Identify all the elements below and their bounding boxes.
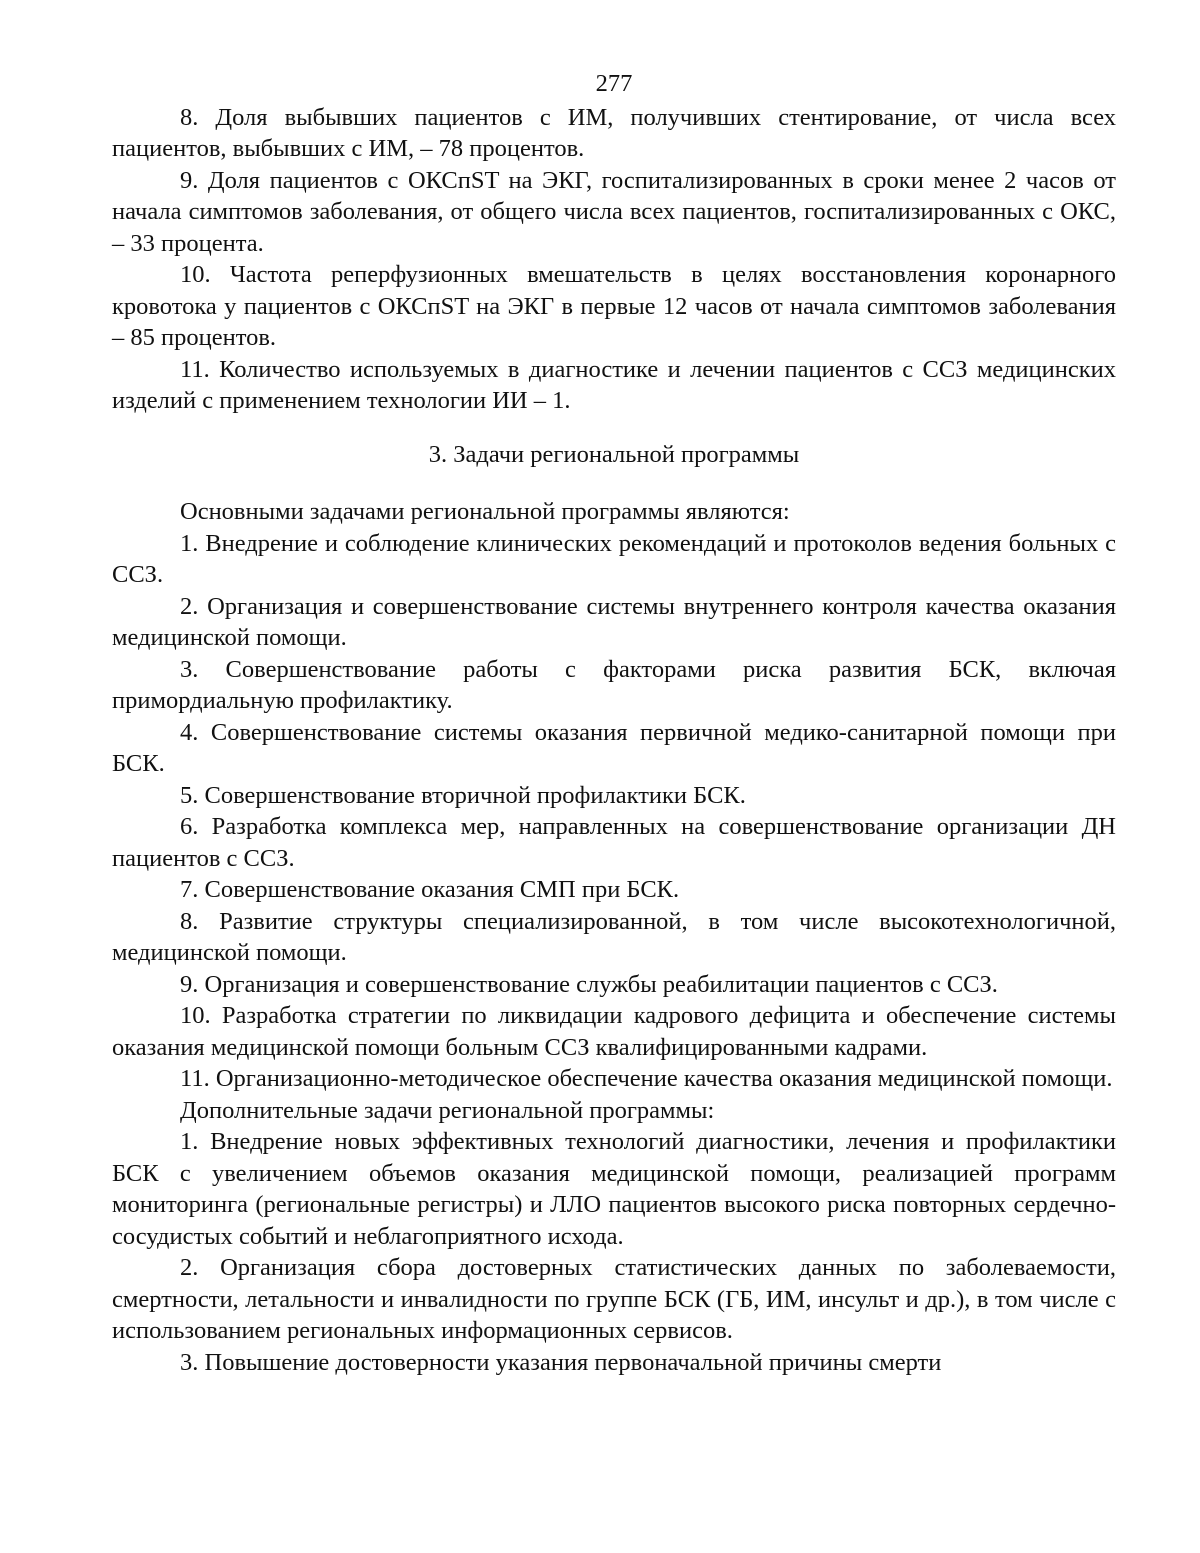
task-item: 2. Организация и совершенствование системы внутреннего контроля качества оказания медицинской помощи. bbox=[112, 592, 1116, 651]
additional-tasks-intro: Дополнительные задачи региональной программы: bbox=[180, 1096, 715, 1124]
indicator-item: 10. Частота реперфузионных вмешательств в целях восстановления коронарного кровотока у пациентов с ОКСпST на ЭКГ в первые 12 часов от начала симптомов заболевания – 85 процентов. bbox=[112, 261, 1116, 351]
indicator-item: 11. Количество используемых в диагностике и лечении пациентов с ССЗ медицинских изделий с применением технологии ИИ – 1. bbox=[112, 355, 1116, 414]
task-item: 1. Внедрение и соблюдение клинических рекомендаций и протоколов ведения больных с ССЗ. bbox=[112, 529, 1116, 588]
document-page bbox=[112, 68, 1116, 1378]
task-item: 11. Организационно-методическое обеспечение качества оказания медицинской помощи. bbox=[180, 1065, 1113, 1092]
task-item: 7. Совершенствование оказания СМП при БСК. bbox=[180, 876, 680, 903]
task-item: 9. Организация и совершенствование службы реабилитации пациентов с ССЗ. bbox=[180, 970, 998, 998]
indicator-item: 8. Доля выбывших пациентов с ИМ, получивших стентирование, от числа всех пациентов, выбывших с ИМ, – 78 процентов. bbox=[112, 103, 1116, 162]
task-item: 3. Совершенствование работы с факторами риска развития БСК, включая примордиальную профилактику. bbox=[112, 655, 1116, 714]
task-item: 4. Совершенствование системы оказания первичной медико-санитарной помощи при БСК. bbox=[112, 718, 1116, 777]
additional-tasks-list bbox=[112, 1126, 1116, 1378]
task-item: 10. Разработка стратегии по ликвидации кадрового дефицита и обеспечение системы оказания медицинской помощи больным ССЗ квалифицированными кадрами. bbox=[112, 1002, 1116, 1061]
additional-task-item: 1. Внедрение новых эффективных технологий диагностики, лечения и профилактики БСК с увеличением объемов оказания медицинской помощи, реализацией программ мониторинга (региональные регистры) и ЛЛО пациентов высокого риска повторных сердечно-сосудистых событий и неблагоприятного исхода. bbox=[112, 1128, 1116, 1250]
section-heading: 3. Задачи региональной программы bbox=[428, 440, 800, 468]
task-item: 8. Развитие структуры специализированной, в том числе высокотехнологичной, медицинской помощи. bbox=[112, 907, 1116, 966]
additional-task-item: 2. Организация сбора достоверных статистических данных по заболеваемости, смертности, летальности и инвалидности по группе БСК (ГБ, ИМ, инсульт и др.), в том числе с использованием региональных информационных сервисов. bbox=[112, 1254, 1116, 1344]
indicators-list bbox=[112, 102, 1116, 417]
main-tasks-intro: Основными задачами региональной программы являются: bbox=[180, 498, 790, 525]
main-tasks-list bbox=[112, 528, 1116, 1095]
task-item: 6. Разработка комплекса мер, направленных на совершенствование организации ДН пациентов с ССЗ. bbox=[112, 813, 1116, 872]
page-number: 277 bbox=[595, 70, 633, 97]
task-item: 5. Совершенствование вторичной профилактики БСК. bbox=[180, 781, 746, 809]
additional-task-item: 3. Повышение достоверности указания первоначальной причины смерти bbox=[180, 1348, 942, 1376]
indicator-item: 9. Доля пациентов с ОКСпST на ЭКГ, госпитализированных в сроки менее 2 часов от начала симптомов заболевания, от общего числа всех пациентов, госпитализированных с ОКС, – 33 процента. bbox=[112, 166, 1116, 257]
